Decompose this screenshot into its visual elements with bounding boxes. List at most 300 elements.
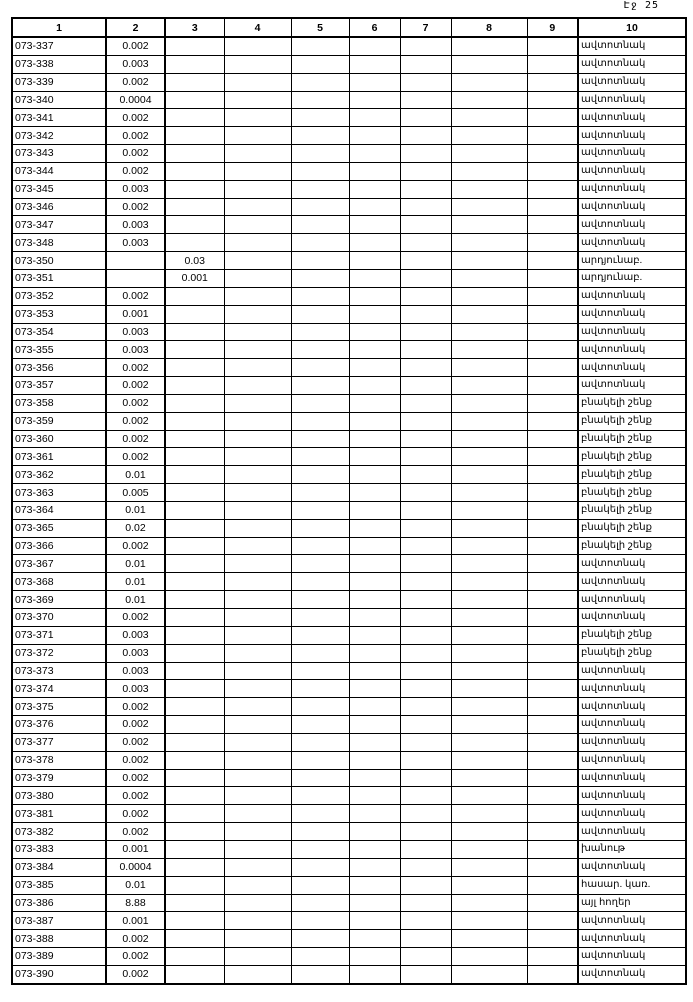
col6-cell	[349, 252, 400, 270]
col4-cell	[224, 751, 291, 769]
land-use-cell: ավտոտնակ	[578, 127, 686, 145]
land-use-cell: բնակելի շենք	[578, 501, 686, 519]
col8-cell	[451, 769, 527, 787]
parcel-id-cell: 073-376	[12, 716, 106, 734]
col8-cell	[451, 484, 527, 502]
col5-cell	[291, 287, 349, 305]
parcel-id-cell: 073-341	[12, 109, 106, 127]
col4-cell	[224, 840, 291, 858]
col6-cell	[349, 73, 400, 91]
column-header-5: 5	[291, 18, 349, 37]
col9-cell	[527, 733, 578, 751]
col9-cell	[527, 840, 578, 858]
col8-cell	[451, 858, 527, 876]
col6-cell	[349, 787, 400, 805]
col7-cell	[400, 287, 451, 305]
col5-cell	[291, 948, 349, 966]
col8-cell	[451, 234, 527, 252]
col8-cell	[451, 252, 527, 270]
col3-cell	[165, 662, 224, 680]
area-cell: 0.01	[106, 573, 165, 591]
table-row	[12, 198, 686, 216]
land-use-cell: ավտոտնակ	[578, 858, 686, 876]
col5-cell	[291, 555, 349, 573]
parcel-id-cell: 073-357	[12, 377, 106, 395]
col5-cell	[291, 965, 349, 983]
col3-cell: 0.03	[165, 252, 224, 270]
col3-cell	[165, 965, 224, 983]
col4-cell	[224, 609, 291, 627]
area-cell: 0.01	[106, 466, 165, 484]
col4-cell	[224, 269, 291, 287]
table-row	[12, 840, 686, 858]
land-use-cell: ավտոտնակ	[578, 73, 686, 91]
land-use-cell: բնակելի շենք	[578, 484, 686, 502]
col8-cell	[451, 662, 527, 680]
col8-cell	[451, 305, 527, 323]
col7-cell	[400, 698, 451, 716]
col7-cell	[400, 894, 451, 912]
parcel-id-cell: 073-390	[12, 965, 106, 983]
col4-cell	[224, 858, 291, 876]
parcel-id-cell: 073-374	[12, 680, 106, 698]
col3-cell	[165, 626, 224, 644]
col3-cell	[165, 876, 224, 894]
table-body	[12, 37, 686, 984]
table-row	[12, 787, 686, 805]
col7-cell	[400, 840, 451, 858]
parcel-id-cell: 073-367	[12, 555, 106, 573]
col6-cell	[349, 412, 400, 430]
col9-cell	[527, 644, 578, 662]
table-row	[12, 162, 686, 180]
col7-cell	[400, 448, 451, 466]
area-cell: 0.003	[106, 662, 165, 680]
land-use-cell: ավտոտնակ	[578, 198, 686, 216]
area-cell: 0.002	[106, 965, 165, 983]
col8-cell	[451, 430, 527, 448]
col6-cell	[349, 591, 400, 609]
land-use-cell: բնակելի շենք	[578, 626, 686, 644]
col5-cell	[291, 55, 349, 73]
col6-cell	[349, 894, 400, 912]
land-use-cell: ավտոտնակ	[578, 323, 686, 341]
col4-cell	[224, 716, 291, 734]
col6-cell	[349, 840, 400, 858]
table-row	[12, 305, 686, 323]
col6-cell	[349, 394, 400, 412]
col4-cell	[224, 359, 291, 377]
col6-cell	[349, 198, 400, 216]
col3-cell	[165, 466, 224, 484]
col3-cell	[165, 591, 224, 609]
area-cell: 0.002	[106, 948, 165, 966]
land-use-cell: ավտոտնակ	[578, 912, 686, 930]
col9-cell	[527, 216, 578, 234]
table-row	[12, 733, 686, 751]
col5-cell	[291, 858, 349, 876]
col9-cell	[527, 626, 578, 644]
col4-cell	[224, 466, 291, 484]
land-use-cell: հասար. կառ.	[578, 876, 686, 894]
col9-cell	[527, 448, 578, 466]
col3-cell	[165, 359, 224, 377]
col7-cell	[400, 573, 451, 591]
col3-cell	[165, 109, 224, 127]
col6-cell	[349, 876, 400, 894]
col9-cell	[527, 912, 578, 930]
col3-cell	[165, 769, 224, 787]
land-use-cell: արդյունաբ.	[578, 269, 686, 287]
area-cell: 0.002	[106, 609, 165, 627]
col6-cell	[349, 430, 400, 448]
col4-cell	[224, 341, 291, 359]
col5-cell	[291, 269, 349, 287]
col7-cell	[400, 109, 451, 127]
col8-cell	[451, 680, 527, 698]
col5-cell	[291, 716, 349, 734]
col4-cell	[224, 519, 291, 537]
col3-cell	[165, 501, 224, 519]
parcel-id-cell: 073-337	[12, 37, 106, 55]
col6-cell	[349, 216, 400, 234]
col7-cell	[400, 555, 451, 573]
col9-cell	[527, 948, 578, 966]
area-cell: 0.002	[106, 448, 165, 466]
parcel-id-cell: 073-352	[12, 287, 106, 305]
col3-cell	[165, 430, 224, 448]
col7-cell	[400, 751, 451, 769]
col9-cell	[527, 805, 578, 823]
col6-cell	[349, 912, 400, 930]
land-use-cell: ավտոտնակ	[578, 341, 686, 359]
parcel-id-cell: 073-368	[12, 573, 106, 591]
parcel-id-cell: 073-345	[12, 180, 106, 198]
col5-cell	[291, 519, 349, 537]
parcel-id-cell: 073-370	[12, 609, 106, 627]
col6-cell	[349, 466, 400, 484]
col7-cell	[400, 466, 451, 484]
area-cell	[106, 269, 165, 287]
col8-cell	[451, 412, 527, 430]
col4-cell	[224, 323, 291, 341]
area-cell: 0.001	[106, 305, 165, 323]
col8-cell	[451, 359, 527, 377]
col5-cell	[291, 609, 349, 627]
col6-cell	[349, 359, 400, 377]
col8-cell	[451, 751, 527, 769]
area-cell: 0.002	[106, 751, 165, 769]
col6-cell	[349, 680, 400, 698]
parcel-id-cell: 073-383	[12, 840, 106, 858]
col6-cell	[349, 698, 400, 716]
col9-cell	[527, 537, 578, 555]
table-row	[12, 394, 686, 412]
col8-cell	[451, 341, 527, 359]
parcel-id-cell: 073-346	[12, 198, 106, 216]
land-use-cell: ավտոտնակ	[578, 145, 686, 163]
col4-cell	[224, 162, 291, 180]
col6-cell	[349, 733, 400, 751]
area-cell: 0.002	[106, 930, 165, 948]
land-use-cell: բնակելի շենք	[578, 519, 686, 537]
table-row	[12, 180, 686, 198]
col7-cell	[400, 430, 451, 448]
col9-cell	[527, 145, 578, 163]
col9-cell	[527, 769, 578, 787]
col7-cell	[400, 323, 451, 341]
col7-cell	[400, 948, 451, 966]
col9-cell	[527, 484, 578, 502]
col5-cell	[291, 412, 349, 430]
col6-cell	[349, 716, 400, 734]
col5-cell	[291, 430, 349, 448]
area-cell: 0.003	[106, 341, 165, 359]
col6-cell	[349, 948, 400, 966]
col3-cell	[165, 448, 224, 466]
table-row	[12, 965, 686, 983]
parcel-id-cell: 073-381	[12, 805, 106, 823]
parcel-id-cell: 073-348	[12, 234, 106, 252]
parcel-id-cell: 073-389	[12, 948, 106, 966]
col6-cell	[349, 91, 400, 109]
land-use-cell: արդյունաբ.	[578, 252, 686, 270]
area-cell: 0.002	[106, 698, 165, 716]
land-use-cell: ավտոտնակ	[578, 109, 686, 127]
col5-cell	[291, 912, 349, 930]
col9-cell	[527, 894, 578, 912]
column-header-9: 9	[527, 18, 578, 37]
column-header-4: 4	[224, 18, 291, 37]
area-cell: 8.88	[106, 894, 165, 912]
table-row	[12, 269, 686, 287]
area-cell: 0.003	[106, 180, 165, 198]
parcel-id-cell: 073-382	[12, 823, 106, 841]
column-header-6: 6	[349, 18, 400, 37]
land-use-cell: ավտոտնակ	[578, 733, 686, 751]
column-header-3: 3	[165, 18, 224, 37]
col4-cell	[224, 394, 291, 412]
col5-cell	[291, 894, 349, 912]
area-cell: 0.002	[106, 733, 165, 751]
col8-cell	[451, 377, 527, 395]
col3-cell	[165, 412, 224, 430]
col4-cell	[224, 180, 291, 198]
col4-cell	[224, 145, 291, 163]
col3-cell	[165, 805, 224, 823]
col9-cell	[527, 609, 578, 627]
col5-cell	[291, 73, 349, 91]
table-row	[12, 234, 686, 252]
col7-cell	[400, 912, 451, 930]
col5-cell	[291, 127, 349, 145]
col7-cell	[400, 501, 451, 519]
col4-cell	[224, 573, 291, 591]
table-row	[12, 591, 686, 609]
parcel-id-cell: 073-386	[12, 894, 106, 912]
col7-cell	[400, 609, 451, 627]
table-row	[12, 484, 686, 502]
col3-cell	[165, 216, 224, 234]
area-cell: 0.01	[106, 591, 165, 609]
land-use-cell: ավտոտնակ	[578, 609, 686, 627]
col4-cell	[224, 252, 291, 270]
table-row	[12, 573, 686, 591]
area-cell: 0.002	[106, 787, 165, 805]
col8-cell	[451, 269, 527, 287]
col7-cell	[400, 91, 451, 109]
col3-cell	[165, 234, 224, 252]
col9-cell	[527, 591, 578, 609]
col3-cell	[165, 787, 224, 805]
col9-cell	[527, 573, 578, 591]
col4-cell	[224, 412, 291, 430]
col5-cell	[291, 698, 349, 716]
col8-cell	[451, 948, 527, 966]
land-use-cell: ավտոտնակ	[578, 591, 686, 609]
area-cell: 0.003	[106, 323, 165, 341]
parcel-id-cell: 073-363	[12, 484, 106, 502]
col5-cell	[291, 501, 349, 519]
col4-cell	[224, 91, 291, 109]
col5-cell	[291, 341, 349, 359]
col6-cell	[349, 37, 400, 55]
col5-cell	[291, 234, 349, 252]
area-cell: 0.002	[106, 716, 165, 734]
area-cell: 0.002	[106, 109, 165, 127]
area-cell: 0.002	[106, 412, 165, 430]
table-row	[12, 91, 686, 109]
parcel-id-cell: 073-388	[12, 930, 106, 948]
col5-cell	[291, 573, 349, 591]
col8-cell	[451, 555, 527, 573]
table-row	[12, 537, 686, 555]
land-use-cell: ավտոտնակ	[578, 234, 686, 252]
col7-cell	[400, 252, 451, 270]
col4-cell	[224, 216, 291, 234]
col3-cell	[165, 394, 224, 412]
col7-cell	[400, 73, 451, 91]
parcel-id-cell: 073-356	[12, 359, 106, 377]
table-row	[12, 252, 686, 270]
col3-cell	[165, 145, 224, 163]
land-use-cell: ավտոտնակ	[578, 216, 686, 234]
area-cell: 0.002	[106, 377, 165, 395]
table-row	[12, 769, 686, 787]
land-use-cell: բնակելի շենք	[578, 644, 686, 662]
col7-cell	[400, 858, 451, 876]
land-use-cell: ավտոտնակ	[578, 948, 686, 966]
col8-cell	[451, 894, 527, 912]
col8-cell	[451, 127, 527, 145]
col4-cell	[224, 644, 291, 662]
col9-cell	[527, 876, 578, 894]
col4-cell	[224, 894, 291, 912]
col3-cell	[165, 287, 224, 305]
parcel-id-cell: 073-379	[12, 769, 106, 787]
col8-cell	[451, 180, 527, 198]
parcel-id-cell: 073-351	[12, 269, 106, 287]
col8-cell	[451, 394, 527, 412]
parcel-id-cell: 073-342	[12, 127, 106, 145]
col9-cell	[527, 37, 578, 55]
table-row	[12, 805, 686, 823]
col5-cell	[291, 216, 349, 234]
col9-cell	[527, 930, 578, 948]
area-cell: 0.002	[106, 145, 165, 163]
parcel-id-cell: 073-377	[12, 733, 106, 751]
land-use-cell: ավտոտնակ	[578, 180, 686, 198]
land-use-cell: այլ հողեր	[578, 894, 686, 912]
land-use-cell: բնակելի շենք	[578, 466, 686, 484]
col5-cell	[291, 109, 349, 127]
table-row	[12, 55, 686, 73]
col3-cell	[165, 912, 224, 930]
col4-cell	[224, 805, 291, 823]
col7-cell	[400, 591, 451, 609]
col5-cell	[291, 626, 349, 644]
col4-cell	[224, 37, 291, 55]
col7-cell	[400, 662, 451, 680]
col5-cell	[291, 323, 349, 341]
col8-cell	[451, 876, 527, 894]
land-use-cell: բնակելի շենք	[578, 430, 686, 448]
col4-cell	[224, 55, 291, 73]
col7-cell	[400, 823, 451, 841]
col6-cell	[349, 341, 400, 359]
col3-cell	[165, 930, 224, 948]
col8-cell	[451, 216, 527, 234]
land-use-cell: խանութ	[578, 840, 686, 858]
area-cell: 0.002	[106, 537, 165, 555]
column-header-1: 1	[12, 18, 106, 37]
col5-cell	[291, 823, 349, 841]
table-row	[12, 466, 686, 484]
col8-cell	[451, 698, 527, 716]
area-cell: 0.002	[106, 198, 165, 216]
col3-cell	[165, 37, 224, 55]
area-cell: 0.002	[106, 394, 165, 412]
col7-cell	[400, 769, 451, 787]
land-use-cell: ավտոտնակ	[578, 162, 686, 180]
table-row	[12, 412, 686, 430]
parcel-id-cell: 073-353	[12, 305, 106, 323]
table-row	[12, 519, 686, 537]
col3-cell	[165, 519, 224, 537]
col8-cell	[451, 55, 527, 73]
col6-cell	[349, 519, 400, 537]
area-cell: 0.002	[106, 287, 165, 305]
col6-cell	[349, 287, 400, 305]
table-row	[12, 37, 686, 55]
col8-cell	[451, 91, 527, 109]
col5-cell	[291, 162, 349, 180]
parcel-id-cell: 073-361	[12, 448, 106, 466]
col8-cell	[451, 805, 527, 823]
table-row	[12, 501, 686, 519]
area-cell: 0.003	[106, 216, 165, 234]
col3-cell	[165, 698, 224, 716]
table-row	[12, 698, 686, 716]
col4-cell	[224, 876, 291, 894]
col4-cell	[224, 287, 291, 305]
col6-cell	[349, 162, 400, 180]
land-use-cell: ավտոտնակ	[578, 680, 686, 698]
col8-cell	[451, 912, 527, 930]
table-row	[12, 145, 686, 163]
col6-cell	[349, 751, 400, 769]
col6-cell	[349, 769, 400, 787]
